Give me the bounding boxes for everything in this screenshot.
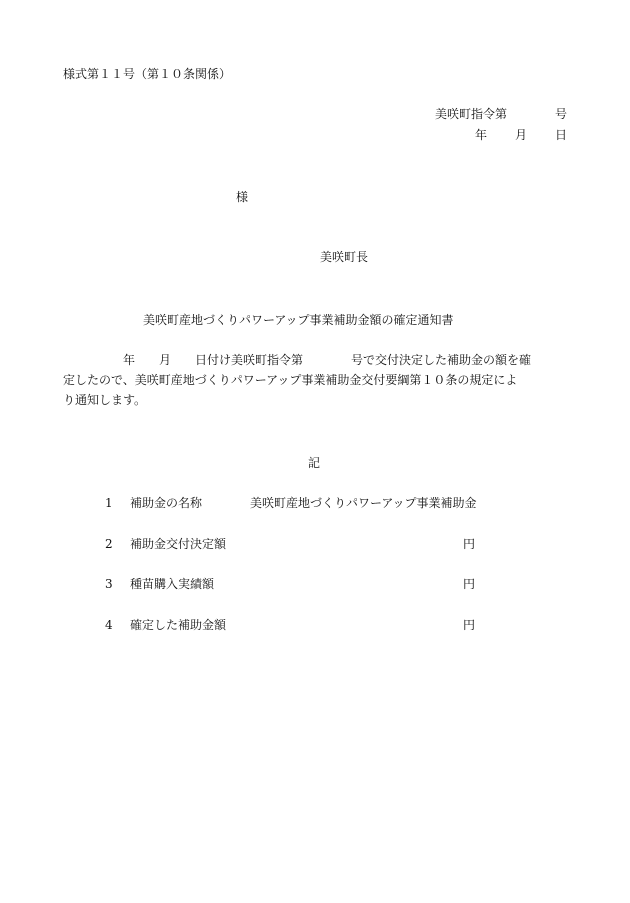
list-item	[105, 618, 476, 632]
reference-date	[475, 128, 567, 142]
date-day-label: 日	[554, 128, 567, 142]
addressee-honorific: 様	[236, 190, 249, 204]
item-label: 補助金交付決定額	[130, 537, 227, 551]
item-unit: 円	[463, 537, 476, 551]
item-label: 補助金の名称	[130, 496, 203, 510]
date-month-label: 月	[514, 128, 527, 142]
item-unit: 円	[463, 618, 476, 632]
document-title: 美咲町産地づくりパワーアップ事業補助金額の確定通知書	[143, 313, 454, 327]
reference-number: 美咲町指令第 号	[434, 107, 567, 121]
body-line: り通知します。	[63, 393, 147, 407]
section-heading: 記	[308, 456, 321, 470]
list-item	[105, 496, 477, 510]
body-paragraph	[63, 350, 573, 410]
item-value: 美咲町産地づくりパワーアップ事業補助金	[250, 496, 477, 510]
item-number: 4	[105, 618, 113, 632]
form-label: 様式第１１号（第１０条関係）	[63, 67, 232, 81]
item-number: 1	[105, 496, 113, 510]
item-number: 3	[105, 577, 113, 591]
item-unit: 円	[463, 577, 476, 591]
body-line: 年 月 日付け美咲町指令第 号で交付決定した補助金の額を確	[63, 353, 532, 367]
item-label: 種苗購入実績額	[130, 577, 215, 591]
list-item	[105, 537, 476, 551]
issuer-name: 美咲町長	[320, 250, 369, 264]
date-year-label: 年	[474, 128, 487, 142]
body-line: 定したので、美咲町産地づくりパワーアップ事業補助金交付要綱第１０条の規定によ	[63, 373, 518, 387]
item-label: 確定した補助金額	[130, 618, 227, 632]
item-number: 2	[105, 537, 113, 551]
list-item	[105, 577, 476, 591]
